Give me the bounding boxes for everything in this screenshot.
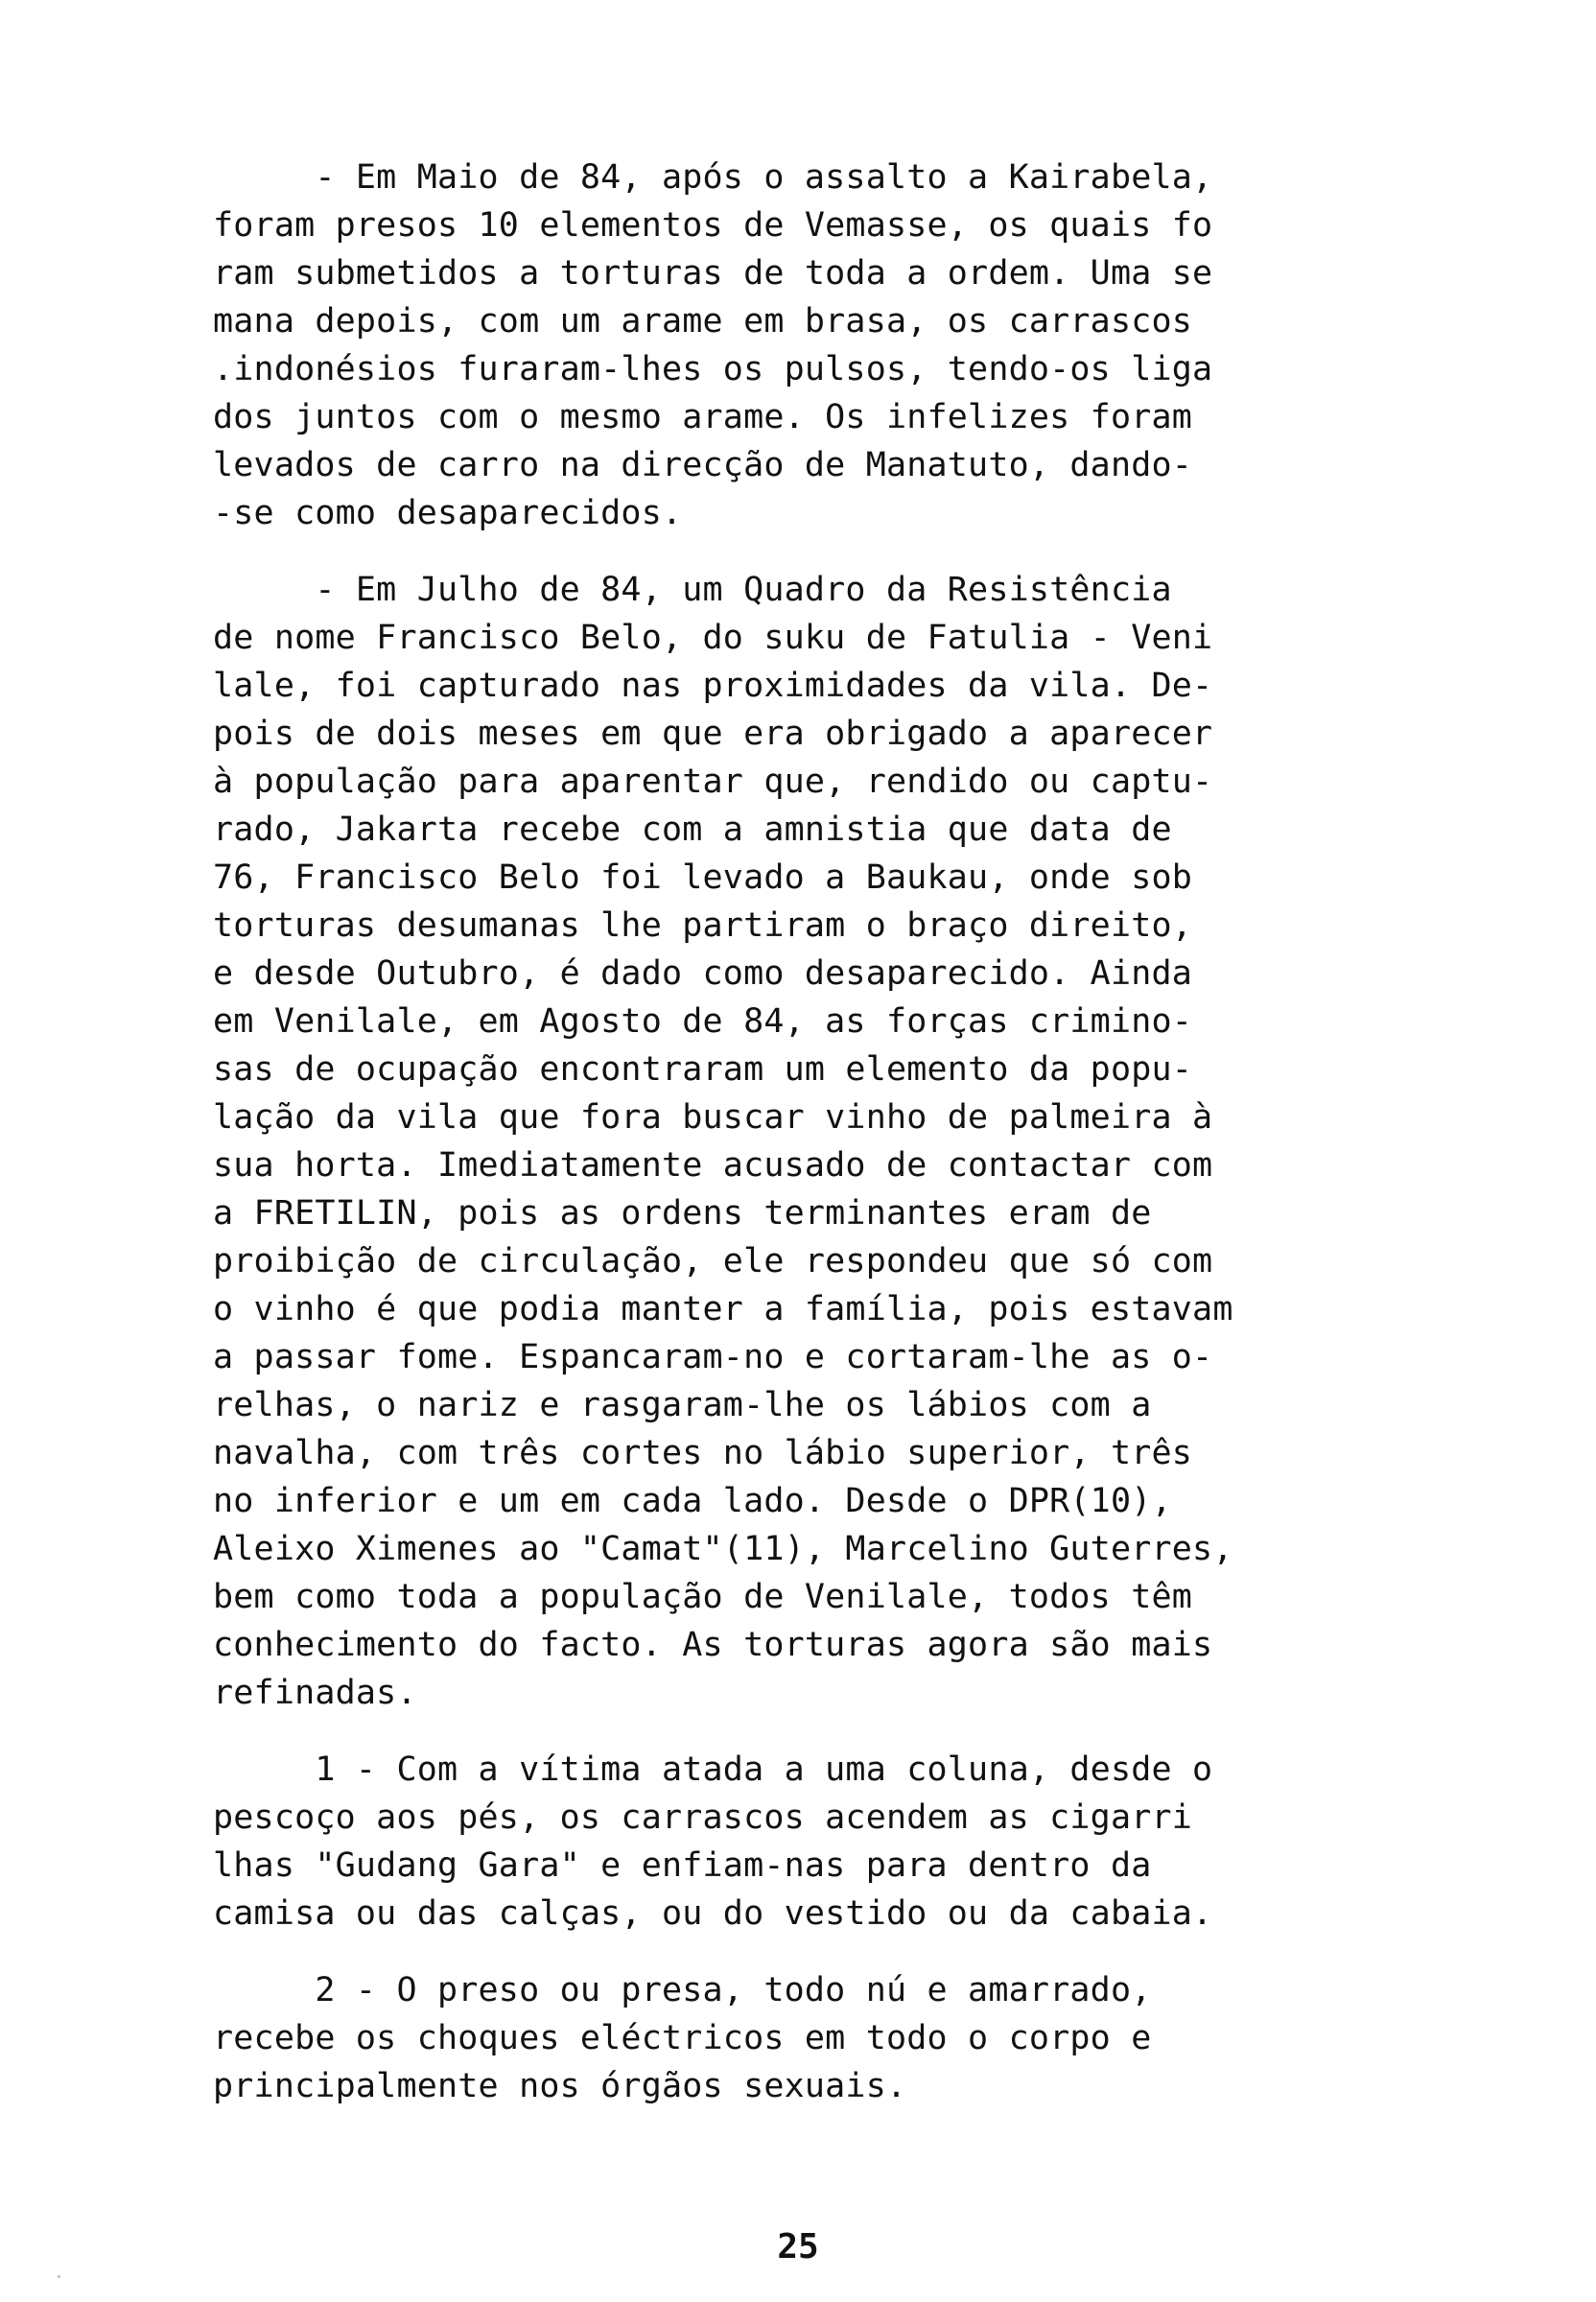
text-line: conhecimento do facto. As torturas agora são mais bbox=[213, 1626, 1213, 1664]
text-line: refinadas. bbox=[213, 1674, 417, 1712]
text-line: foram presos 10 elementos de Vemasse, os quais fo bbox=[213, 206, 1213, 245]
paragraph-p1 bbox=[213, 153, 1431, 537]
text-line: sas de ocupação encontraram um elemento da popu- bbox=[213, 1050, 1193, 1089]
text-line: dos juntos com o mesmo arame. Os infelizes foram bbox=[213, 398, 1193, 436]
body-text bbox=[213, 153, 1431, 2139]
text-line: navalha, com três cortes no lábio superior, três bbox=[213, 1434, 1193, 1472]
text-line: pescoço aos pés, os carrascos acendem as cigarri bbox=[213, 1798, 1193, 1837]
text-line: torturas desumanas lhe partiram o braço direito, bbox=[213, 906, 1193, 945]
text-line: pois de dois meses em que era obrigado a aparecer bbox=[213, 715, 1213, 753]
text-line: lale, foi capturado nas proximidades da vila. De- bbox=[213, 667, 1213, 705]
text-line: e desde Outubro, é dado como desaparecido. Ainda bbox=[213, 954, 1193, 993]
text-line: - Em Maio de 84, após o assalto a Kairabela, bbox=[213, 158, 1213, 197]
text-line: lhas "Gudang Gara" e enfiam-nas para dentro da bbox=[213, 1846, 1152, 1885]
text-line: a FRETILIN, pois as ordens terminantes eram de bbox=[213, 1194, 1152, 1233]
text-line: 2 - O preso ou presa, todo nú e amarrado, bbox=[213, 1971, 1152, 2009]
text-line: à população para aparentar que, rendido ou captu- bbox=[213, 763, 1213, 801]
text-line: mana depois, com um arame em brasa, os carrascos bbox=[213, 302, 1193, 341]
text-line: sua horta. Imediatamente acusado de contactar com bbox=[213, 1146, 1213, 1185]
text-line: bem como toda a população de Venilale, todos têm bbox=[213, 1578, 1193, 1616]
text-line: - Em Julho de 84, um Quadro da Resistência bbox=[213, 571, 1172, 609]
text-line: ram submetidos a torturas de toda a ordem. Uma se bbox=[213, 254, 1213, 293]
text-line: o vinho é que podia manter a família, pois estavam bbox=[213, 1290, 1233, 1328]
scan-artifact bbox=[58, 2275, 60, 2278]
text-line: no inferior e um em cada lado. Desde o DPR(10), bbox=[213, 1482, 1172, 1520]
text-line: -se como desaparecidos. bbox=[213, 494, 683, 532]
text-line: de nome Francisco Belo, do suku de Fatulia - Veni bbox=[213, 619, 1213, 657]
text-line: em Venilale, em Agosto de 84, as forças crimino- bbox=[213, 1002, 1193, 1041]
text-line: a passar fome. Espancaram-no e cortaram-lhe as o- bbox=[213, 1338, 1213, 1376]
text-line: 1 - Com a vítima atada a uma coluna, desde o bbox=[213, 1750, 1213, 1789]
text-line: lação da vila que fora buscar vinho de palmeira à bbox=[213, 1098, 1213, 1137]
page-number: 25 bbox=[777, 2227, 819, 2267]
text-line: principalmente nos órgãos sexuais. bbox=[213, 2067, 907, 2105]
text-line: recebe os choques eléctricos em todo o corpo e bbox=[213, 2019, 1152, 2057]
paragraph-p3 bbox=[213, 1746, 1431, 1938]
text-line: rado, Jakarta recebe com a amnistia que data de bbox=[213, 810, 1172, 849]
text-line: proibição de circulação, ele respondeu que só com bbox=[213, 1242, 1213, 1280]
paragraph-p2 bbox=[213, 566, 1431, 1717]
paragraph-p4 bbox=[213, 1966, 1431, 2110]
text-line: 76, Francisco Belo foi levado a Baukau, onde sob bbox=[213, 858, 1193, 897]
text-line: relhas, o nariz e rasgaram-lhe os lábios com a bbox=[213, 1386, 1152, 1424]
text-line: camisa ou das calças, ou do vestido ou da cabaia. bbox=[213, 1894, 1213, 1933]
text-line: Aleixo Ximenes ao "Camat"(11), Marcelino Guterres, bbox=[213, 1530, 1233, 1568]
text-line: levados de carro na direcção de Manatuto, dando- bbox=[213, 446, 1193, 484]
text-line: .indonésios furaram-lhes os pulsos, tendo-os liga bbox=[213, 350, 1213, 388]
